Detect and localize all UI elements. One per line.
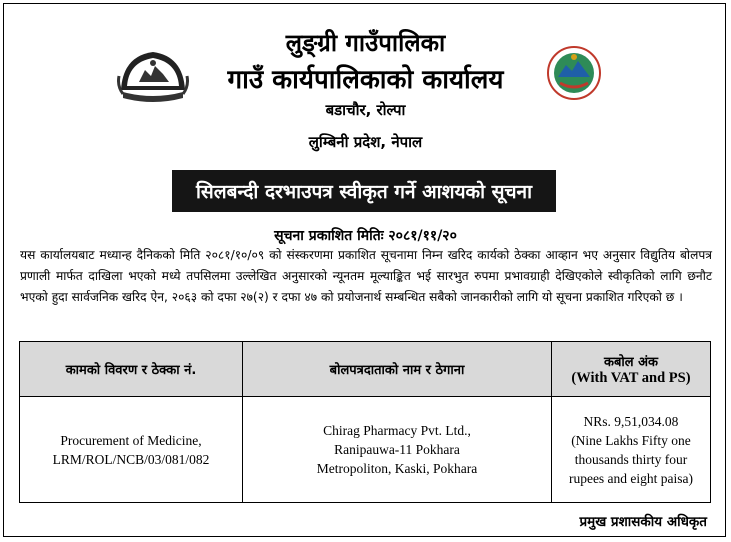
cell-bidder bbox=[243, 397, 552, 503]
contract-number: LRM/ROL/NCB/03/081/082 bbox=[52, 451, 210, 467]
header-amount-note: (With VAT and PS) bbox=[571, 369, 691, 386]
cell-work bbox=[20, 397, 243, 503]
cell-amount bbox=[552, 397, 711, 503]
notice-title: सिलबन्दी दरभाउपत्र स्वीकृत गर्ने आशयको सूचना bbox=[195, 181, 533, 203]
bid-amount: NRs. 9,51,034.08 bbox=[583, 413, 679, 429]
bid-amount-words-3: rupees and eight paisa) bbox=[568, 470, 694, 486]
header-amount-label: कबोल अंक bbox=[603, 354, 659, 370]
bidder-address-line2: Metropoliton, Kaski, Pokhara bbox=[316, 461, 478, 476]
signatory-title: प्रमुख प्रशासकीय अधिकृत bbox=[579, 514, 707, 530]
award-table bbox=[19, 341, 711, 503]
bidder-address-line1: Ranipauwa-11 Pokhara bbox=[334, 442, 460, 457]
bid-amount-words-1: (Nine Lakhs Fifty one bbox=[571, 432, 691, 448]
bid-amount-words-2: thousands thirty four bbox=[574, 451, 688, 467]
table-header-row bbox=[20, 342, 711, 397]
table-row bbox=[20, 397, 711, 503]
municipality-name: लुङ्ग्री गाउँपालिका bbox=[285, 29, 446, 57]
work-description: Procurement of Medicine, bbox=[60, 432, 202, 448]
province-name: लुम्बिनी प्रदेश, नेपाल bbox=[308, 133, 423, 151]
header-amount bbox=[552, 342, 711, 397]
header-work: कामको विवरण र ठेक्का नं. bbox=[20, 342, 243, 397]
published-date: सूचना प्रकाशित मितिः २०८१/११/२० bbox=[274, 228, 457, 244]
notice-title-banner bbox=[172, 170, 556, 212]
header-bidder: बोलपत्रदाताको नाम र ठेगाना bbox=[243, 342, 552, 397]
bidder-name: Chirag Pharmacy Pvt. Ltd., bbox=[323, 423, 471, 438]
notice-body: यस कार्यालयबाट मध्यान्ह दैनिकको मिति २०८१/१०/०९ को संस्करणमा प्रकाशित सूचनामा निम्न खरिद कार्यको ठेक्का आव्हान भए अनुसार विद्युतिय बोलपत्र प्रणाली मार्फत दाखिला भएको मध्ये तपसिलमा उल्लेखित अनुसारको न्यूनतम मूल्याङ्कित भई सारभुत रुपमा प्रभावग्राही देखिएकोले स्वीकृतिको लागि छनौट भएको हुदा सार्वजनिक खरिद ऐन, २०६३ को दफा २७(२) र दफा ४७ को प्रयोजनार्थ सम्बन्धित सबैको जानकारीको लागि यो सूचना प्रकाशित गरिएको छ । bbox=[20, 248, 712, 304]
office-name: गाउँ कार्यपालिकाको कार्यालय bbox=[227, 65, 504, 95]
office-location: बडाचौर, रोल्पा bbox=[325, 101, 406, 119]
